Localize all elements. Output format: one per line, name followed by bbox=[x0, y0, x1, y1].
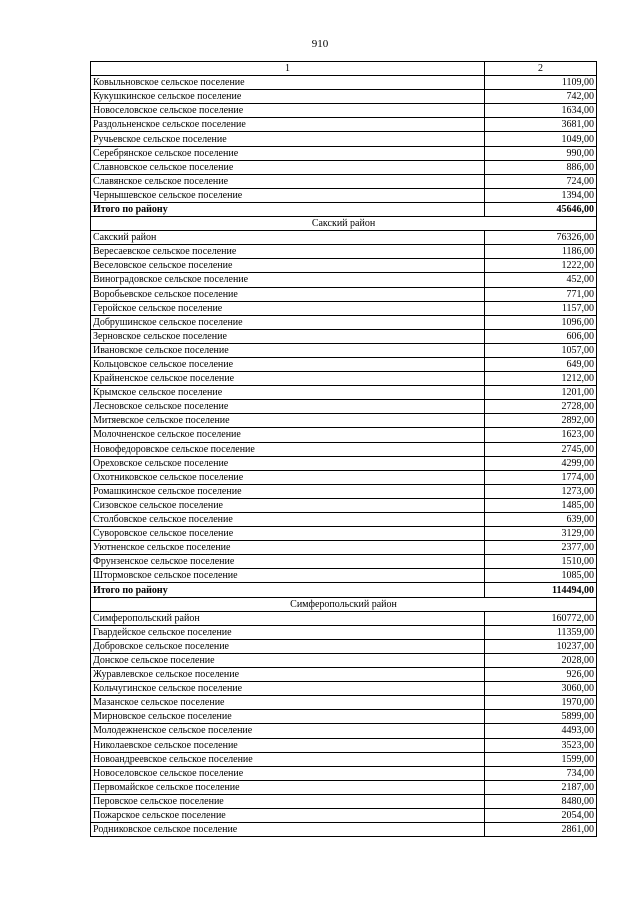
amount-value: 4493,00 bbox=[485, 724, 597, 738]
header-row bbox=[91, 62, 597, 76]
table-row bbox=[91, 823, 597, 837]
amount-value: 3523,00 bbox=[485, 738, 597, 752]
amount-value: 5899,00 bbox=[485, 710, 597, 724]
amount-value: 3681,00 bbox=[485, 118, 597, 132]
settlement-name: Первомайское сельское поселение bbox=[91, 780, 485, 794]
amount-value: 1599,00 bbox=[485, 752, 597, 766]
settlement-name: Геройское сельское поселение bbox=[91, 301, 485, 315]
amount-value: 160772,00 bbox=[485, 611, 597, 625]
amount-value: 2892,00 bbox=[485, 414, 597, 428]
table-row bbox=[91, 794, 597, 808]
amount-value: 1970,00 bbox=[485, 696, 597, 710]
table-row bbox=[91, 343, 597, 357]
amount-value: 1109,00 bbox=[485, 76, 597, 90]
settlement-name: Пожарское сельское поселение bbox=[91, 808, 485, 822]
settlement-name: Мазанское сельское поселение bbox=[91, 696, 485, 710]
column-header-2: 2 bbox=[485, 62, 597, 76]
budget-table bbox=[90, 61, 597, 837]
table-row bbox=[91, 386, 597, 400]
table-row bbox=[91, 710, 597, 724]
table-row bbox=[91, 132, 597, 146]
amount-value: 1510,00 bbox=[485, 555, 597, 569]
table-row bbox=[91, 414, 597, 428]
settlement-name: Чернышевское сельское поселение bbox=[91, 188, 485, 202]
settlement-name: Славновское сельское поселение bbox=[91, 160, 485, 174]
section-title: Сакский район bbox=[91, 217, 597, 231]
amount-value: 606,00 bbox=[485, 329, 597, 343]
amount-value: 1485,00 bbox=[485, 498, 597, 512]
amount-value: 1394,00 bbox=[485, 188, 597, 202]
table-row bbox=[91, 456, 597, 470]
table-row bbox=[91, 752, 597, 766]
amount-value: 1085,00 bbox=[485, 569, 597, 583]
settlement-name: Кольчугинское сельское поселение bbox=[91, 682, 485, 696]
table-row bbox=[91, 357, 597, 371]
section-title-row bbox=[91, 217, 597, 231]
total-value: 114494,00 bbox=[485, 583, 597, 597]
table-row bbox=[91, 611, 597, 625]
amount-value: 742,00 bbox=[485, 90, 597, 104]
amount-value: 3129,00 bbox=[485, 527, 597, 541]
amount-value: 11359,00 bbox=[485, 625, 597, 639]
amount-value: 4299,00 bbox=[485, 456, 597, 470]
settlement-name: Симферопольский район bbox=[91, 611, 485, 625]
column-header-1: 1 bbox=[91, 62, 485, 76]
table-row bbox=[91, 653, 597, 667]
amount-value: 1273,00 bbox=[485, 484, 597, 498]
table-row bbox=[91, 808, 597, 822]
page-number: 910 bbox=[311, 38, 329, 50]
amount-value: 990,00 bbox=[485, 146, 597, 160]
table-row bbox=[91, 513, 597, 527]
settlement-name: Молочненское сельское поселение bbox=[91, 428, 485, 442]
total-row bbox=[91, 202, 597, 216]
amount-value: 1157,00 bbox=[485, 301, 597, 315]
table-row bbox=[91, 400, 597, 414]
settlement-name: Крымское сельское поселение bbox=[91, 386, 485, 400]
settlement-name: Донское сельское поселение bbox=[91, 653, 485, 667]
table-row bbox=[91, 329, 597, 343]
table-row bbox=[91, 682, 597, 696]
total-label: Итого по району bbox=[91, 202, 485, 216]
settlement-name: Фрунзенское сельское поселение bbox=[91, 555, 485, 569]
settlement-name: Столбовское сельское поселение bbox=[91, 513, 485, 527]
table-row bbox=[91, 541, 597, 555]
amount-value: 1201,00 bbox=[485, 386, 597, 400]
amount-value: 8480,00 bbox=[485, 794, 597, 808]
table-row bbox=[91, 245, 597, 259]
settlement-name: Ореховское сельское поселение bbox=[91, 456, 485, 470]
settlement-name: Журавлевское сельское поселение bbox=[91, 668, 485, 682]
amount-value: 926,00 bbox=[485, 668, 597, 682]
amount-value: 1222,00 bbox=[485, 259, 597, 273]
settlement-name: Раздольненское сельское поселение bbox=[91, 118, 485, 132]
amount-value: 2728,00 bbox=[485, 400, 597, 414]
amount-value: 2745,00 bbox=[485, 442, 597, 456]
amount-value: 1774,00 bbox=[485, 470, 597, 484]
amount-value: 1096,00 bbox=[485, 315, 597, 329]
amount-value: 452,00 bbox=[485, 273, 597, 287]
settlement-name: Новоандреевское сельское поселение bbox=[91, 752, 485, 766]
section-title: Симферопольский район bbox=[91, 597, 597, 611]
table-row bbox=[91, 428, 597, 442]
settlement-name: Родниковское сельское поселение bbox=[91, 823, 485, 837]
settlement-name: Уютненское сельское поселение bbox=[91, 541, 485, 555]
settlement-name: Ромашкинское сельское поселение bbox=[91, 484, 485, 498]
settlement-name: Суворовское сельское поселение bbox=[91, 527, 485, 541]
table-row bbox=[91, 90, 597, 104]
settlement-name: Лесновское сельское поселение bbox=[91, 400, 485, 414]
settlement-name: Ручьевское сельское поселение bbox=[91, 132, 485, 146]
table-row bbox=[91, 442, 597, 456]
settlement-name: Воробьевское сельское поселение bbox=[91, 287, 485, 301]
table-row bbox=[91, 118, 597, 132]
table-row bbox=[91, 76, 597, 90]
amount-value: 1212,00 bbox=[485, 372, 597, 386]
amount-value: 10237,00 bbox=[485, 639, 597, 653]
amount-value: 2377,00 bbox=[485, 541, 597, 555]
table-row bbox=[91, 146, 597, 160]
settlement-name: Добрушинское сельское поселение bbox=[91, 315, 485, 329]
amount-value: 649,00 bbox=[485, 357, 597, 371]
table-row bbox=[91, 484, 597, 498]
settlement-name: Новофедоровское сельское поселение bbox=[91, 442, 485, 456]
table-row bbox=[91, 555, 597, 569]
settlement-name: Славянское сельское поселение bbox=[91, 174, 485, 188]
amount-value: 2187,00 bbox=[485, 780, 597, 794]
table-row bbox=[91, 696, 597, 710]
amount-value: 76326,00 bbox=[485, 231, 597, 245]
settlement-name: Кольцовское сельское поселение bbox=[91, 357, 485, 371]
amount-value: 2054,00 bbox=[485, 808, 597, 822]
settlement-name: Новоселовское сельское поселение bbox=[91, 104, 485, 118]
table-row bbox=[91, 766, 597, 780]
table-row bbox=[91, 470, 597, 484]
amount-value: 1057,00 bbox=[485, 343, 597, 357]
table-row bbox=[91, 498, 597, 512]
table-row bbox=[91, 287, 597, 301]
table-row bbox=[91, 301, 597, 315]
settlement-name: Кукушкинское сельское поселение bbox=[91, 90, 485, 104]
amount-value: 3060,00 bbox=[485, 682, 597, 696]
total-row bbox=[91, 583, 597, 597]
table-row bbox=[91, 527, 597, 541]
settlement-name: Крайненское сельское поселение bbox=[91, 372, 485, 386]
table-row bbox=[91, 639, 597, 653]
table-row bbox=[91, 780, 597, 794]
settlement-name: Охотниковское сельское поселение bbox=[91, 470, 485, 484]
section-title-row bbox=[91, 597, 597, 611]
amount-value: 734,00 bbox=[485, 766, 597, 780]
amount-value: 1623,00 bbox=[485, 428, 597, 442]
amount-value: 771,00 bbox=[485, 287, 597, 301]
total-label: Итого по району bbox=[91, 583, 485, 597]
table-row bbox=[91, 625, 597, 639]
settlement-name: Сакский район bbox=[91, 231, 485, 245]
amount-value: 1634,00 bbox=[485, 104, 597, 118]
settlement-name: Николаевское сельское поселение bbox=[91, 738, 485, 752]
table-row bbox=[91, 724, 597, 738]
settlement-name: Виноградовское сельское поселение bbox=[91, 273, 485, 287]
settlement-name: Новоселовское сельское поселение bbox=[91, 766, 485, 780]
settlement-name: Гвардейское сельское поселение bbox=[91, 625, 485, 639]
table-row bbox=[91, 160, 597, 174]
table-row bbox=[91, 104, 597, 118]
amount-value: 724,00 bbox=[485, 174, 597, 188]
table-row bbox=[91, 315, 597, 329]
settlement-name: Мирновское сельское поселение bbox=[91, 710, 485, 724]
total-value: 45646,00 bbox=[485, 202, 597, 216]
amount-value: 1186,00 bbox=[485, 245, 597, 259]
settlement-name: Веселовское сельское поселение bbox=[91, 259, 485, 273]
table-row bbox=[91, 273, 597, 287]
settlement-name: Серебрянское сельское поселение bbox=[91, 146, 485, 160]
table-row bbox=[91, 668, 597, 682]
settlement-name: Добровское сельское поселение bbox=[91, 639, 485, 653]
table-row bbox=[91, 372, 597, 386]
settlement-name: Ковыльновское сельское поселение bbox=[91, 76, 485, 90]
table-row bbox=[91, 259, 597, 273]
table-row bbox=[91, 231, 597, 245]
settlement-name: Перовское сельское поселение bbox=[91, 794, 485, 808]
table-row bbox=[91, 174, 597, 188]
amount-value: 2861,00 bbox=[485, 823, 597, 837]
settlement-name: Зерновское сельское поселение bbox=[91, 329, 485, 343]
settlement-name: Вересаевское сельское поселение bbox=[91, 245, 485, 259]
settlement-name: Ивановское сельское поселение bbox=[91, 343, 485, 357]
table-row bbox=[91, 188, 597, 202]
table-row bbox=[91, 569, 597, 583]
amount-value: 1049,00 bbox=[485, 132, 597, 146]
settlement-name: Сизовское сельское поселение bbox=[91, 498, 485, 512]
budget-table-body bbox=[91, 62, 597, 837]
settlement-name: Митяевское сельское поселение bbox=[91, 414, 485, 428]
amount-value: 886,00 bbox=[485, 160, 597, 174]
amount-value: 2028,00 bbox=[485, 653, 597, 667]
table-row bbox=[91, 738, 597, 752]
amount-value: 639,00 bbox=[485, 513, 597, 527]
settlement-name: Штормовское сельское поселение bbox=[91, 569, 485, 583]
settlement-name: Молодежненское сельское поселение bbox=[91, 724, 485, 738]
